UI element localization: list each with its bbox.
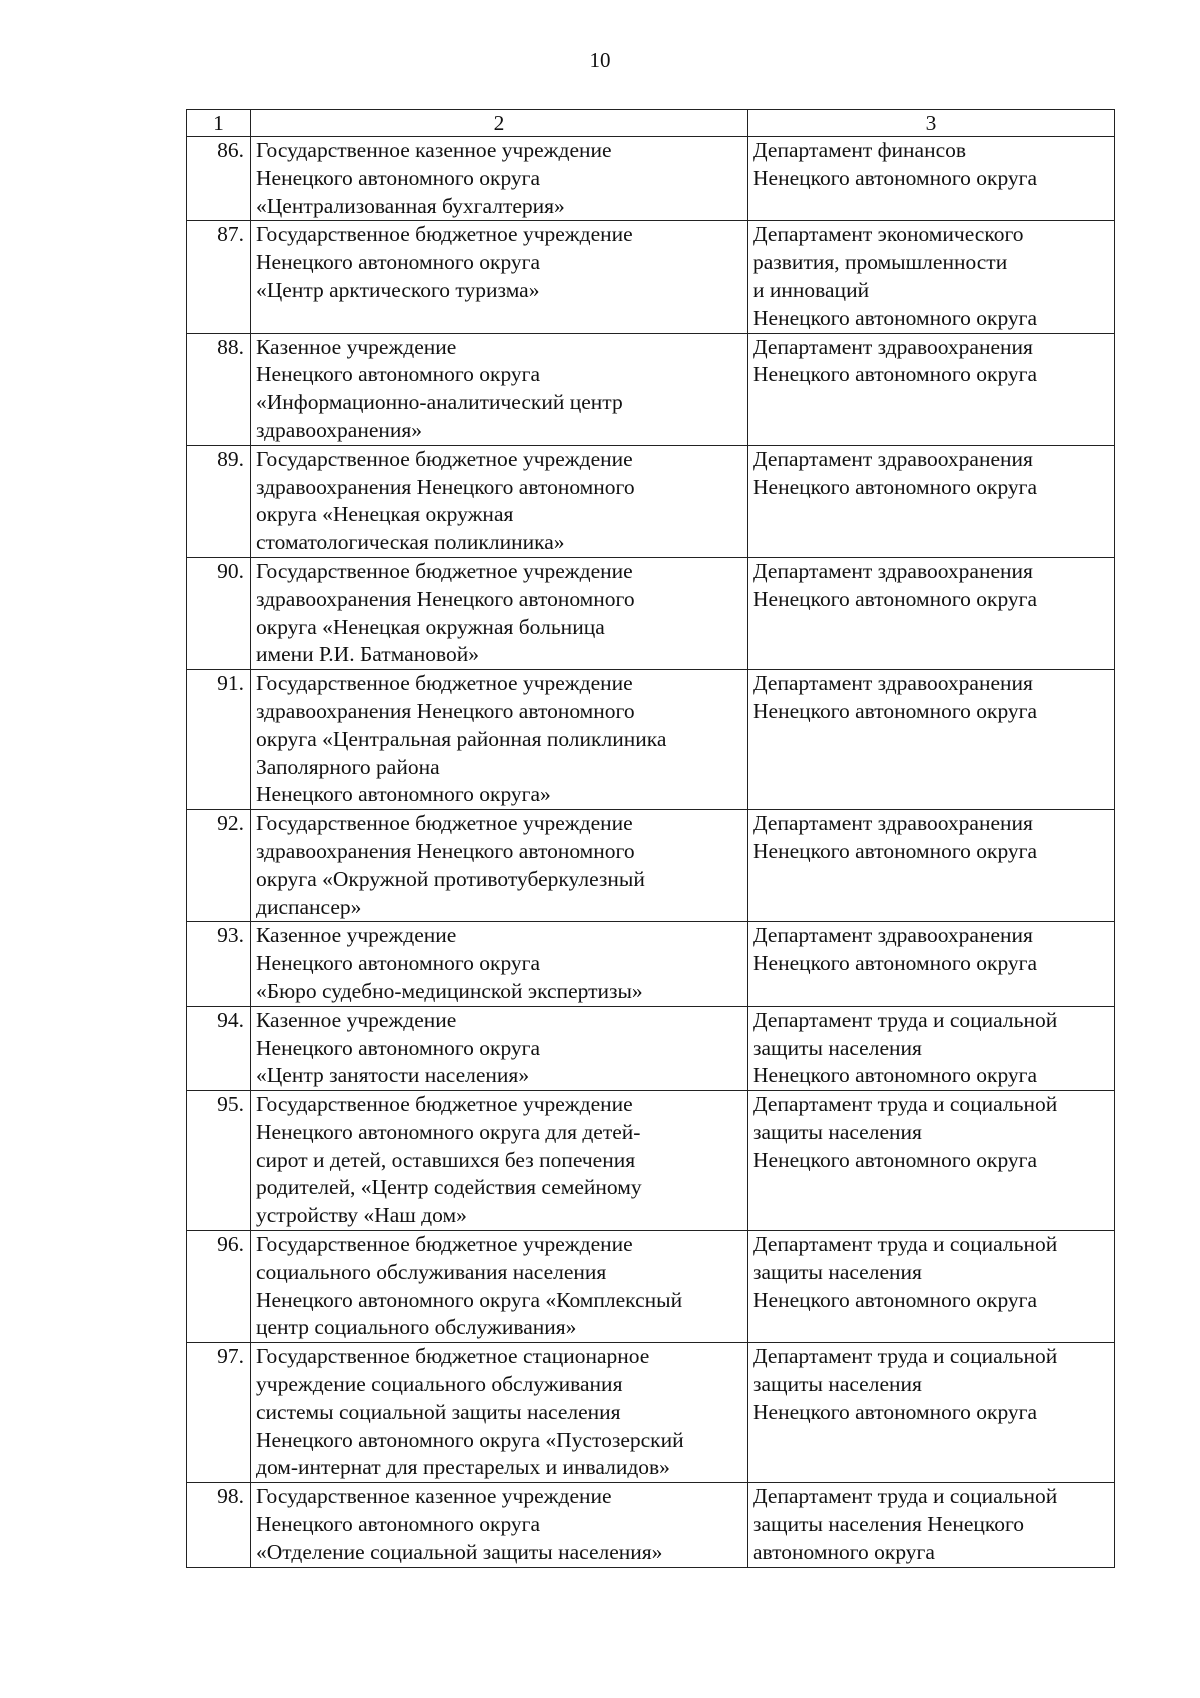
row-number: 94. xyxy=(187,1006,251,1090)
institution-name: Государственное казенное учреждение Ненецкого автономного округа «Централизованная бухгалтерия» xyxy=(251,137,748,221)
responsible-department: Департамент труда и социальной защиты населения Ненецкого автономного округа xyxy=(748,1231,1115,1343)
row-number: 96. xyxy=(187,1231,251,1343)
row-number: 98. xyxy=(187,1483,251,1567)
table-row xyxy=(187,1483,1115,1567)
institution-name: Государственное бюджетное учреждение здравоохранения Ненецкого автономного округа «Ненецкая окружная стоматологическая поликлиника» xyxy=(251,445,748,557)
table-row xyxy=(187,810,1115,922)
table-row xyxy=(187,1343,1115,1483)
responsible-department: Департамент здравоохранения Ненецкого автономного округа xyxy=(748,670,1115,810)
row-number: 86. xyxy=(187,137,251,221)
responsible-department: Департамент труда и социальной защиты населения Ненецкого автономного округа xyxy=(748,1006,1115,1090)
table-row xyxy=(187,445,1115,557)
column-header-2: 2 xyxy=(251,110,748,137)
responsible-department: Департамент здравоохранения Ненецкого автономного округа xyxy=(748,445,1115,557)
responsible-department: Департамент здравоохранения Ненецкого автономного округа xyxy=(748,557,1115,669)
row-number: 95. xyxy=(187,1091,251,1231)
responsible-department: Департамент труда и социальной защиты населения Ненецкого автономного округа xyxy=(748,1091,1115,1231)
table-row xyxy=(187,137,1115,221)
row-number: 87. xyxy=(187,221,251,333)
institution-name: Государственное бюджетное учреждение Ненецкого автономного округа для детей- сирот и детей, оставшихся без попечения родителей, «Центр содействия семейному устройству «Наш дом» xyxy=(251,1091,748,1231)
table-row xyxy=(187,557,1115,669)
table-row xyxy=(187,1091,1115,1231)
table-row xyxy=(187,1006,1115,1090)
responsible-department: Департамент финансов Ненецкого автономного округа xyxy=(748,137,1115,221)
table-row xyxy=(187,670,1115,810)
institution-name: Государственное казенное учреждение Ненецкого автономного округа «Отделение социальной защиты населения» xyxy=(251,1483,748,1567)
row-number: 92. xyxy=(187,810,251,922)
responsible-department: Департамент труда и социальной защиты населения Ненецкого автономного округа xyxy=(748,1483,1115,1567)
institution-name: Государственное бюджетное учреждение Ненецкого автономного округа «Центр арктического туризма» xyxy=(251,221,748,333)
institution-name: Государственное бюджетное учреждение здравоохранения Ненецкого автономного округа «Центральная районная поликлиника Заполярного района Ненецкого автономного округа» xyxy=(251,670,748,810)
column-header-3: 3 xyxy=(748,110,1115,137)
column-header-1: 1 xyxy=(187,110,251,137)
institution-name: Казенное учреждение Ненецкого автономного округа «Бюро судебно-медицинской экспертизы» xyxy=(251,922,748,1006)
row-number: 90. xyxy=(187,557,251,669)
responsible-department: Департамент экономического развития, промышленности и инноваций Ненецкого автономного округа xyxy=(748,221,1115,333)
row-number: 93. xyxy=(187,922,251,1006)
row-number: 91. xyxy=(187,670,251,810)
institution-name: Казенное учреждение Ненецкого автономного округа «Центр занятости населения» xyxy=(251,1006,748,1090)
row-number: 97. xyxy=(187,1343,251,1483)
row-number: 88. xyxy=(187,333,251,445)
responsible-department: Департамент здравоохранения Ненецкого автономного округа xyxy=(748,810,1115,922)
table-row xyxy=(187,922,1115,1006)
table-row xyxy=(187,221,1115,333)
institution-name: Казенное учреждение Ненецкого автономного округа «Информационно-аналитический центр здравоохранения» xyxy=(251,333,748,445)
institution-name: Государственное бюджетное учреждение здравоохранения Ненецкого автономного округа «Окружной противотуберкулезный диспансер» xyxy=(251,810,748,922)
table-row xyxy=(187,333,1115,445)
institution-name: Государственное бюджетное учреждение социального обслуживания населения Ненецкого автономного округа «Комплексный центр социального обслуживания» xyxy=(251,1231,748,1343)
responsible-department: Департамент труда и социальной защиты населения Ненецкого автономного округа xyxy=(748,1343,1115,1483)
page-number: 10 xyxy=(589,48,611,72)
responsible-department: Департамент здравоохранения Ненецкого автономного округа xyxy=(748,922,1115,1006)
row-number: 89. xyxy=(187,445,251,557)
table-row xyxy=(187,1231,1115,1343)
table-header-row xyxy=(187,110,1115,137)
institutions-table xyxy=(186,109,1115,1568)
institution-name: Государственное бюджетное учреждение здравоохранения Ненецкого автономного округа «Ненецкая окружная больница имени Р.И. Батмановой» xyxy=(251,557,748,669)
responsible-department: Департамент здравоохранения Ненецкого автономного округа xyxy=(748,333,1115,445)
institution-name: Государственное бюджетное стационарное учреждение социального обслуживания системы социальной защиты населения Ненецкого автономного округа «Пустозерский дом-интернат для престарелых и инвалидов» xyxy=(251,1343,748,1483)
